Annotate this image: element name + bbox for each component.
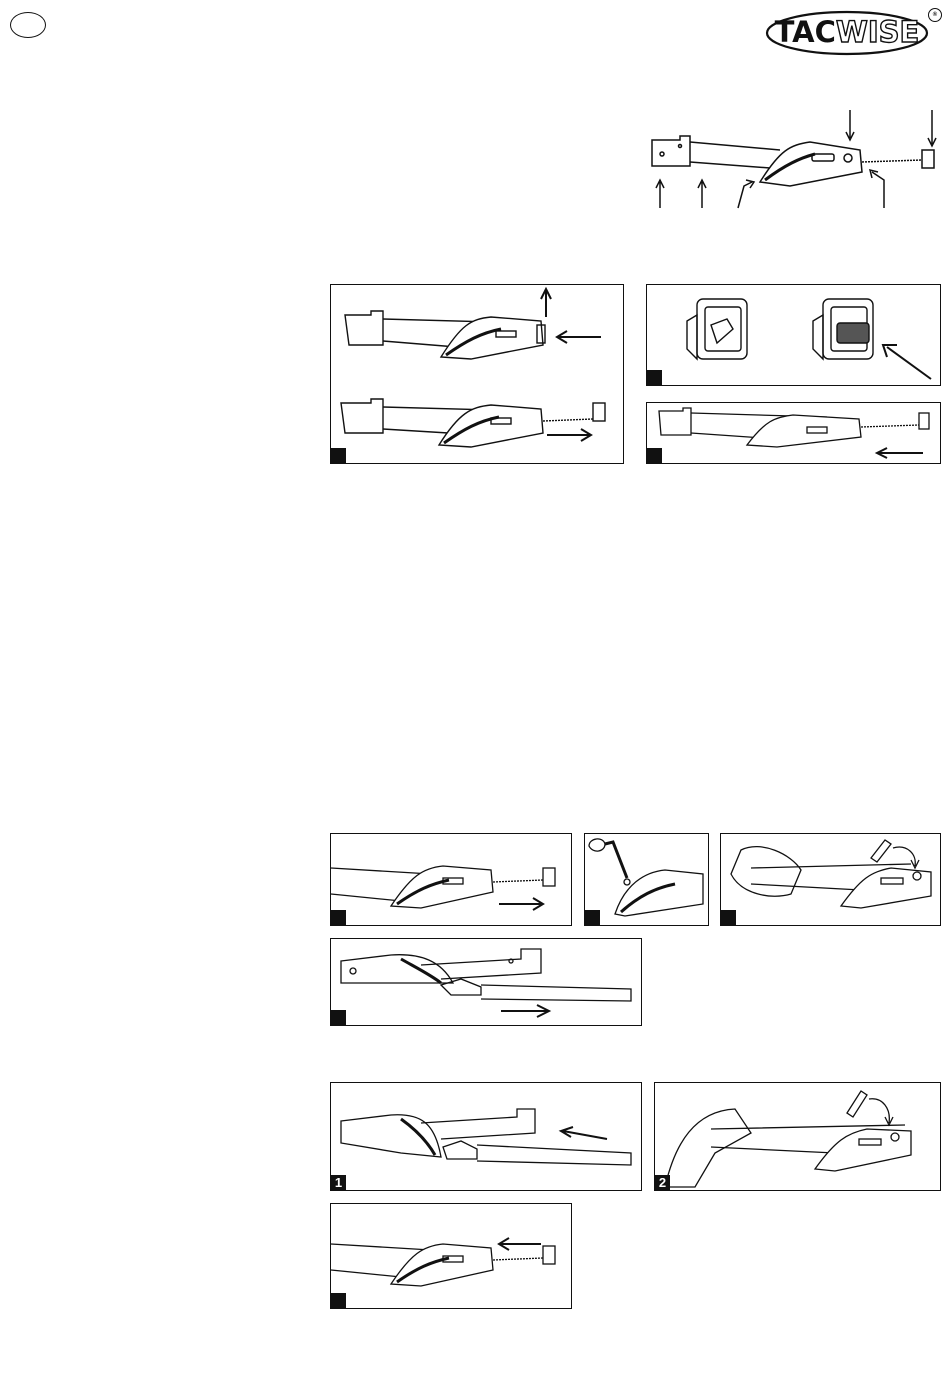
figure-d [330,833,572,926]
tacwise-logo [765,8,945,58]
figure-a [330,284,624,464]
figure-i [654,1082,941,1191]
step-label [331,910,346,925]
hammer-tacker-diagram-icon [640,110,940,210]
tacker-separate-icon [331,939,641,1025]
figure-j [330,1203,572,1309]
figure-b [646,284,941,386]
step-label: 1 [331,1175,346,1190]
language-badge [10,12,46,38]
step-label [331,1010,346,1025]
hex-key-icon [585,834,708,925]
figure-h [330,1082,642,1191]
step-label [331,448,346,463]
figure-g [330,938,642,1026]
magazine-end-cap-icon [647,285,940,385]
step-label [721,910,736,925]
hand-grip-screw-icon [721,834,940,925]
step-label: 2 [655,1175,670,1190]
registered-mark: ® [928,8,942,22]
tacker-assembly-icon [331,285,623,463]
tacker-rod-insert-icon [647,403,940,463]
overview-diagram [640,110,940,210]
figure-c [646,402,941,464]
step-label [331,1293,346,1308]
hand-grip-screw-tighten-icon [655,1083,940,1190]
tacker-rod-reinsert-icon [331,1204,571,1308]
tacker-join-icon [331,1083,641,1190]
tacker-rod-remove-icon [331,834,571,925]
figure-f [720,833,941,926]
figure-e [584,833,709,926]
step-label [585,910,600,925]
step-label [647,370,662,385]
logo-wordmark: TACWISE [774,15,920,49]
step-label [647,448,662,463]
